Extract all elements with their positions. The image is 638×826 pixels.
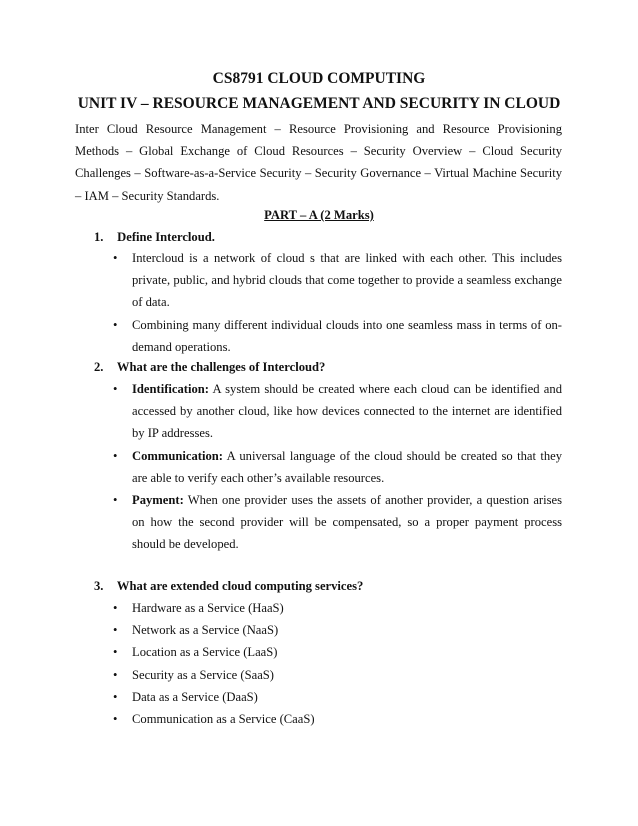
item-text: Data as a Service (DaaS): [132, 689, 258, 704]
part-heading: [0, 205, 638, 225]
question-number: 1.: [94, 230, 104, 244]
part-heading-text: PART – A (2 Marks): [264, 208, 374, 222]
bullet-icon: •: [113, 601, 118, 615]
item-text: Network as a Service (NaaS): [132, 623, 279, 638]
item-text: Communication as a Service (CaaS): [132, 712, 315, 727]
unit-syllabus: Inter Cloud Resource Management – Resource Provisioning and Resource Provisioning Methods – Global Exchange of Cloud Resources – Security Overview – Cloud Security Challenges – Software-as-a-Service Security – Security Governance – Virtual Machine Security – IAM – Security Standards.: [75, 122, 562, 203]
item-text: Hardware as a Service (HaaS): [132, 601, 284, 615]
list-item: [113, 489, 562, 556]
question-heading: [94, 357, 564, 377]
list-item: [113, 378, 562, 445]
question-heading: [94, 576, 564, 596]
question-heading: [94, 227, 564, 247]
list-item: [113, 619, 562, 641]
item-text: When one provider uses the assets of another provider, a question arises on how the second provider will be compensated, so a proper payment process should be developed.: [132, 493, 562, 552]
list-item: [113, 314, 562, 358]
question-text: What are extended cloud computing services?: [116, 579, 364, 593]
item-text: A universal language of the cloud should be created so that they are able to verify each other’s available resources.: [132, 448, 562, 485]
answer-list: [113, 597, 562, 730]
item-label: Identification:: [132, 382, 209, 396]
bullet-icon: •: [113, 623, 118, 638]
question-text: What are the challenges of Intercloud?: [116, 360, 326, 374]
item-text: A system should be created where each cloud can be identified and accessed by another cloud, like how devices connected to the internet are identified by IP addresses.: [132, 382, 562, 441]
item-label: Payment:: [132, 493, 184, 508]
bullet-icon: •: [113, 448, 118, 463]
bullet-icon: •: [113, 667, 118, 682]
answer-list: [113, 247, 562, 358]
list-item: [113, 686, 562, 708]
list-item: [113, 708, 562, 730]
bullet-icon: •: [113, 645, 118, 660]
list-item: [113, 664, 562, 686]
bullet-icon: •: [113, 689, 118, 704]
item-text: Location as a Service (LaaS): [132, 645, 278, 660]
bullet-icon: •: [113, 251, 118, 265]
list-item: [113, 247, 562, 314]
bullet-icon: •: [113, 382, 118, 396]
item-text: Security as a Service (SaaS): [132, 667, 274, 682]
bullet-icon: •: [113, 712, 118, 727]
item-label: Communication:: [132, 448, 223, 463]
question-number: 2.: [94, 360, 104, 374]
item-text: Combining many different individual clouds into one seamless mass in terms of on-demand operations.: [132, 317, 562, 354]
list-item: [113, 597, 562, 619]
bullet-icon: •: [113, 317, 118, 332]
list-item: [113, 641, 562, 663]
item-text: Intercloud is a network of cloud s that are linked with each other. This includes private, public, and hybrid clouds that come together to provide a seamless exchange of data.: [132, 251, 562, 310]
question-number: 3.: [94, 579, 104, 593]
answer-list: [113, 378, 562, 556]
question-text: Define Intercloud.: [117, 230, 215, 244]
document-title: CS8791 CLOUD COMPUTING: [212, 70, 426, 87]
bullet-icon: •: [113, 493, 118, 508]
list-item: [113, 445, 562, 489]
unit-title: UNIT IV – RESOURCE MANAGEMENT AND SECURITY IN CLOUD: [77, 95, 561, 112]
